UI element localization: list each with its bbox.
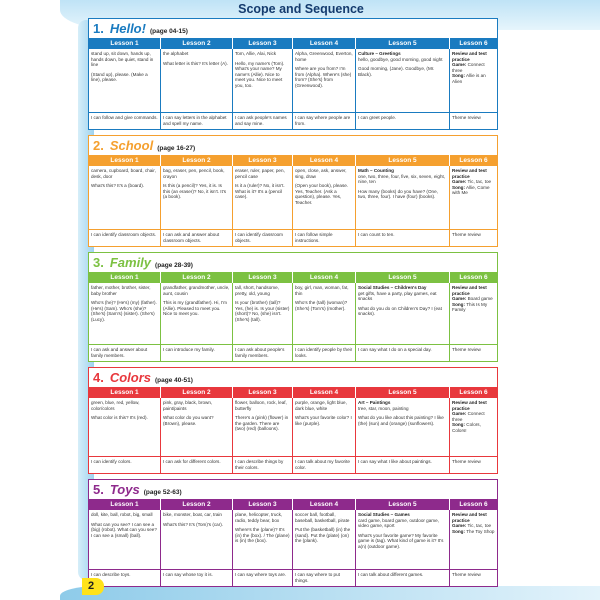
- lesson-header-row: [89, 155, 497, 166]
- lesson-header: Lesson 4: [293, 38, 356, 49]
- lesson-text: father, mother, brother, sister, baby brother: [91, 285, 151, 296]
- lesson-text: What color do you want? (Brown), please.: [163, 415, 214, 426]
- lesson-cell: [293, 283, 356, 344]
- lesson-text: plane, helicopter, truck, radio, teddy bear, box: [235, 512, 283, 523]
- lesson-header: Lesson 3: [233, 272, 293, 283]
- unit-heading: [89, 19, 497, 38]
- lesson-text: get gifts, have a party, play games, eat snacks: [358, 290, 437, 302]
- review-label: Review and test practice: [452, 168, 487, 179]
- lesson-cell: [450, 166, 497, 229]
- unit-section: [88, 367, 498, 474]
- song-label: Song:: [452, 73, 466, 79]
- lesson-cell: [450, 49, 497, 112]
- lesson-cell: [356, 166, 450, 229]
- lesson-text: purple, orange, light blue, dark blue, white: [295, 400, 347, 411]
- lesson-header: Lesson 2: [161, 155, 233, 166]
- song-line: [452, 302, 495, 313]
- unit-name: Toys: [109, 482, 140, 497]
- can-do-statement: Theme review: [450, 112, 497, 129]
- game-name: Board game: [467, 296, 493, 302]
- lesson-header: Lesson 1: [89, 38, 161, 49]
- can-do-statement: I can talk about my favorite color.: [293, 456, 356, 473]
- lesson-header-row: [89, 272, 497, 283]
- can-do-statement: Theme review: [450, 569, 497, 586]
- lesson-text: soccer ball, football, baseball, basketball, pirate: [295, 512, 350, 523]
- can-do-statement: I can introduce my family.: [161, 344, 233, 361]
- lesson-text: open, close, ask, answer, sing, draw: [295, 168, 347, 179]
- lesson-content-row: [89, 166, 497, 229]
- lesson-text: boy, girl, man, woman, fat, thin: [295, 285, 349, 296]
- review-label: Review and test practice: [452, 400, 487, 411]
- song-label: Song:: [452, 301, 466, 307]
- lesson-text: bag, eraser, pen, pencil, book, crayon: [163, 168, 225, 179]
- lesson-text: What's this? It's (Tom)'s (car).: [163, 521, 224, 527]
- unit-pages: (page 52-63): [143, 489, 182, 496]
- lesson-text: Is this (a pencil)? Yes, it is. Is this (an eraser)? No, it isn't. It's (a book).: [163, 183, 227, 200]
- unit-section: [88, 479, 498, 587]
- lesson-cell: [161, 283, 233, 344]
- lesson-header: Lesson 4: [293, 499, 356, 510]
- lesson-header: Lesson 5: [356, 272, 450, 283]
- unit-section: [88, 18, 498, 130]
- lesson-text: Where are you from? I'm from (Alpha). Where's (she) from? (She's) from (Greenwood).: [295, 66, 352, 88]
- game-name: Connect three: [452, 411, 485, 422]
- lesson-header: Lesson 1: [89, 272, 161, 283]
- lesson-subject: Art – Paintings: [358, 400, 391, 405]
- lesson-text: eraser, ruler, paper, pen, pencil case: [235, 168, 285, 179]
- unit-pages: (page 40-51): [155, 377, 193, 384]
- game-label: Game:: [452, 523, 467, 529]
- unit-number: 5.: [93, 482, 104, 497]
- song-label: Song:: [452, 422, 466, 428]
- lesson-header: Lesson 5: [356, 387, 450, 398]
- song-name: Colors, Colors!: [452, 422, 481, 433]
- game-label: Game:: [452, 296, 467, 302]
- lesson-cell: [293, 510, 356, 569]
- song-name: Allie, Come with Me: [452, 184, 490, 196]
- lesson-header: Lesson 2: [161, 38, 233, 49]
- scope-sequence-table: [88, 18, 498, 592]
- can-do-statement: I can talk about different games.: [356, 569, 450, 586]
- can-do-statement: I can say what I like about paintings.: [356, 456, 450, 473]
- lesson-text: What's this? It's a (board).: [91, 183, 145, 189]
- can-do-statement: I can describe toys.: [89, 569, 161, 586]
- can-do-statement: I can say letters in the alphabet and spell my name.: [161, 112, 233, 129]
- lesson-cell: [293, 49, 356, 112]
- lesson-text: pink, gray, black, brown, paint/paints: [163, 400, 213, 411]
- lesson-text: What do you do on Children's Day? I (eat snacks).: [358, 305, 442, 317]
- lesson-header: Lesson 5: [356, 155, 450, 166]
- song-label: Song:: [452, 184, 466, 190]
- lesson-header-row: [89, 387, 497, 398]
- lesson-header: Lesson 4: [293, 272, 356, 283]
- can-do-statement: Theme review: [450, 229, 497, 246]
- can-do-statement: I can identify classroom objects.: [89, 229, 161, 246]
- can-do-statement: I can say where people are from.: [293, 112, 356, 129]
- unit-pages: (page 16-27): [157, 145, 196, 152]
- lesson-header: Lesson 1: [89, 155, 161, 166]
- can-do-statement: I can say where to put things.: [293, 569, 356, 586]
- lesson-text: Where's the (plane)? It's (in) the (box). / The (plane) is (in) the (box).: [235, 527, 290, 544]
- game-label: Game:: [452, 179, 467, 185]
- unit-heading: [89, 368, 497, 387]
- lesson-subject: Culture – Greetings: [358, 51, 401, 56]
- lesson-header: Lesson 6: [450, 272, 497, 283]
- lesson-text: Alpha, Greenwood, Everton, home: [295, 51, 353, 62]
- can-do-statement: I can ask and answer about family members.: [89, 344, 161, 361]
- song-name: The Toy Shop: [466, 528, 495, 534]
- game-name: Tic, tac, toe: [467, 523, 492, 529]
- lesson-cell: [356, 283, 450, 344]
- game-label: Game:: [452, 62, 467, 68]
- lesson-cell: [450, 398, 497, 456]
- page-number: 2: [82, 578, 104, 595]
- lesson-text: What letter is this? It's letter (A).: [163, 60, 228, 66]
- lesson-text: the alphabet: [163, 51, 189, 56]
- game-line: [452, 411, 495, 422]
- unit-pages: (page 04-15): [149, 28, 188, 35]
- song-name: Allie is an Alien: [452, 73, 486, 84]
- song-label: Song:: [452, 528, 466, 534]
- lesson-cell: [233, 166, 293, 229]
- page-title: Scope and Sequence: [238, 2, 364, 16]
- lesson-header: Lesson 3: [233, 38, 293, 49]
- can-do-row: [89, 229, 497, 246]
- unit-heading: [89, 136, 497, 155]
- can-do-statement: Theme review: [450, 344, 497, 361]
- lesson-content-row: [89, 283, 497, 344]
- lesson-text: How many (books) do you have? (One, two, three, four). I have (four) (books).: [358, 188, 438, 200]
- lesson-cell: [356, 510, 450, 569]
- lesson-cell: [89, 510, 161, 569]
- lesson-header: Lesson 1: [89, 499, 161, 510]
- review-label: Review and test practice: [452, 51, 487, 62]
- lesson-text: grandfather, grandmother, uncle, aunt, cousin: [163, 285, 230, 296]
- lesson-text: Is your (brother) (tall)? Yes, (he) is. Is your (sister) (short)? No, (she) isn't. (She's) (tall).: [235, 300, 290, 322]
- unit-number: 2.: [93, 138, 104, 153]
- song-line: [452, 422, 495, 433]
- unit-pages: (page 28-39): [155, 262, 193, 269]
- lesson-text: Who's (he)? (He's) (my) (father). (He's) (Sam). Who's (she)? (She's) (Sam's) (sister). (She's) (Lucy).: [91, 300, 157, 322]
- can-do-statement: I can follow simple instructions.: [293, 229, 356, 246]
- lesson-text: Who's the (tall) (woman)? (She's) (Tom's) (mother).: [295, 300, 348, 311]
- can-do-statement: I can ask and answer about classroom objects.: [161, 229, 233, 246]
- lesson-text: card game, board game, outdoor game, video game, sport: [358, 517, 439, 529]
- lesson-text: There's a (pink) (flower) in the garden. There are (two) (red) (balloons).: [235, 415, 289, 432]
- unit-name: Hello!: [109, 21, 146, 36]
- can-do-row: [89, 112, 497, 129]
- unit-name: Colors: [109, 370, 152, 385]
- lesson-header: Lesson 4: [293, 387, 356, 398]
- lesson-header-row: [89, 499, 497, 510]
- lesson-cell: [161, 398, 233, 456]
- lesson-text: hello, goodbye, good morning, good night: [358, 56, 443, 62]
- lesson-cell: [356, 398, 450, 456]
- lesson-header: Lesson 6: [450, 155, 497, 166]
- lesson-text: tree, star, moon, painting: [358, 405, 409, 411]
- lesson-text: Tom, Allie, Alai, Nick: [235, 51, 277, 56]
- unit-heading: [89, 253, 497, 272]
- lesson-text: green, blue, red, yellow, color/colors: [91, 400, 140, 411]
- lesson-text: flower, balloon, rock, leaf, butterfly: [235, 400, 287, 411]
- can-do-statement: I can ask for different colors.: [161, 456, 233, 473]
- lesson-cell: [89, 49, 161, 112]
- unit-number: 3.: [93, 255, 104, 270]
- lesson-text: tall, short, handsome, pretty, old, young: [235, 285, 279, 296]
- lesson-text: What's your favorite game? My favorite game is (tag). What kind of game is it? It's a(n) (outdoor game).: [358, 532, 444, 549]
- lesson-content-row: [89, 49, 497, 112]
- lesson-cell: [233, 49, 293, 112]
- lesson-cell: [233, 398, 293, 456]
- unit-number: 4.: [93, 370, 104, 385]
- lesson-subject: Social Studies – Games: [358, 512, 410, 517]
- can-do-statement: I can say where toys are.: [233, 569, 293, 586]
- lesson-subject: Math – Counting: [358, 168, 394, 173]
- lesson-cell: [89, 166, 161, 229]
- can-do-statement: Theme review: [450, 456, 497, 473]
- unit-section: [88, 252, 498, 362]
- lesson-content-row: [89, 510, 497, 569]
- can-do-statement: I can follow and give commands.: [89, 112, 161, 129]
- unit-section: [88, 135, 498, 247]
- review-label: Review and test practice: [452, 285, 487, 296]
- lesson-text: This is my (grandfather). Hi, I'm (Allie). Pleased to meet you. Nice to meet you.: [163, 300, 227, 317]
- lesson-header: Lesson 6: [450, 38, 497, 49]
- can-do-statement: I can identify people by their looks.: [293, 344, 356, 361]
- lesson-cell: [293, 398, 356, 456]
- lesson-text: Hello, my name's (Tom). What's your name? My name's (Allie). Nice to meet you. Nice to meet you, too.: [235, 60, 285, 88]
- can-do-statement: I can identify classroom objects.: [233, 229, 293, 246]
- game-name: Connect three: [452, 62, 485, 73]
- lesson-subject: Social Studies – Children's Day: [358, 285, 427, 290]
- lesson-text: bike, monster, boat, car, train: [163, 512, 222, 517]
- can-do-statement: I can describe things by their colors.: [233, 456, 293, 473]
- can-do-statement: I can count to ten.: [356, 229, 450, 246]
- lesson-cell: [233, 283, 293, 344]
- lesson-cell: [89, 398, 161, 456]
- lesson-header: Lesson 4: [293, 155, 356, 166]
- lesson-header: Lesson 2: [161, 272, 233, 283]
- lesson-text: doll, kite, ball, robot, big, small: [91, 512, 153, 517]
- lesson-header: Lesson 6: [450, 387, 497, 398]
- can-do-statement: I can ask people's names and say mine.: [233, 112, 293, 129]
- lesson-header: Lesson 3: [233, 155, 293, 166]
- lesson-header: Lesson 5: [356, 38, 450, 49]
- lesson-header: Lesson 3: [233, 499, 293, 510]
- unit-name: School: [109, 138, 154, 153]
- unit-number: 1.: [93, 21, 104, 36]
- lesson-header: Lesson 2: [161, 499, 233, 510]
- song-line: [452, 529, 495, 535]
- lesson-cell: [450, 283, 497, 344]
- can-do-row: [89, 456, 497, 473]
- lesson-cell: [293, 166, 356, 229]
- can-do-statement: I can greet people.: [356, 112, 450, 129]
- lesson-text: What's your favorite color? I like (purple).: [295, 415, 352, 426]
- song-line: [452, 185, 495, 196]
- lesson-text: Put the (basketball) (in) the (sand). Put the (plate) (on) the (plank).: [295, 527, 351, 544]
- can-do-statement: I can ask about people's family members.: [233, 344, 293, 361]
- can-do-statement: I can identify colors.: [89, 456, 161, 473]
- lesson-header-row: [89, 38, 497, 49]
- lesson-text: (Open your book), please. Yes, Teacher. (Ask a question), please. Yes, Teacher.: [295, 183, 349, 205]
- lesson-cell: [161, 510, 233, 569]
- lesson-header: Lesson 1: [89, 387, 161, 398]
- lesson-cell: [450, 510, 497, 569]
- lesson-text: What can you see? I can see a (big) (robot). What can you see? I can see a (small) (ball).: [91, 521, 157, 538]
- can-do-row: [89, 569, 497, 586]
- lesson-cell: [233, 510, 293, 569]
- game-label: Game:: [452, 411, 467, 417]
- lesson-header: Lesson 3: [233, 387, 293, 398]
- lesson-cell: [356, 49, 450, 112]
- lesson-text: camera, cupboard, board, chair, desk, door: [91, 168, 156, 179]
- lesson-text: (Stand up), please. (Make a line), please.: [91, 71, 148, 83]
- lesson-content-row: [89, 398, 497, 456]
- lesson-text: Is it a (ruler)? No, it isn't. What is it? It's a (pencil case).: [235, 183, 285, 200]
- lesson-header: Lesson 2: [161, 387, 233, 398]
- lesson-text: What color is this? It's (red).: [91, 415, 148, 421]
- can-do-statement: I can say whose toy it is.: [161, 569, 233, 586]
- unit-heading: [89, 480, 497, 499]
- game-name: Tic, tac, toe: [467, 179, 492, 185]
- song-name: This Is My Family: [452, 301, 488, 313]
- lesson-cell: [161, 49, 233, 112]
- lesson-text: one, two, three, four, five, six, seven, eight, nine, ten: [358, 173, 446, 185]
- can-do-statement: I can say what I do on a special day.: [356, 344, 450, 361]
- lesson-cell: [89, 283, 161, 344]
- lesson-header: Lesson 6: [450, 499, 497, 510]
- lesson-text: stand up, sit down, hands up, hands down, be quiet, stand in line: [91, 51, 154, 68]
- unit-name: Family: [109, 255, 152, 270]
- lesson-header: Lesson 5: [356, 499, 450, 510]
- review-label: Review and test practice: [452, 512, 487, 523]
- game-line: [452, 62, 495, 73]
- lesson-cell: [161, 166, 233, 229]
- song-line: [452, 73, 495, 84]
- lesson-text: What do you like about this painting? I like (the) (sun) and (orange) (sunflowers).: [358, 415, 444, 426]
- can-do-row: [89, 344, 497, 361]
- lesson-text: Good morning, (Jane). Goodbye, (Mr. Black).: [358, 66, 435, 77]
